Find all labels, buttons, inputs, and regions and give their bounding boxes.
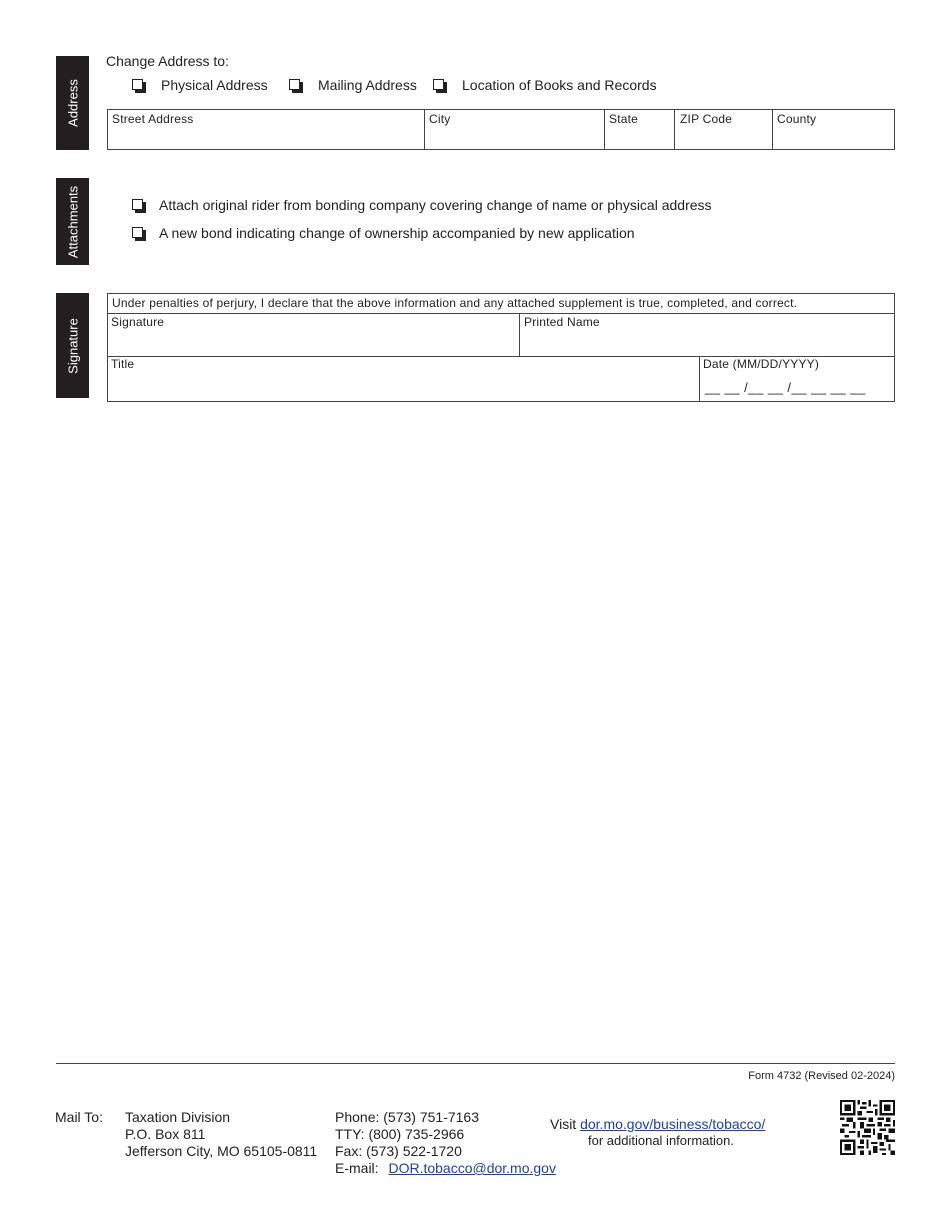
books-records-label: Location of Books and Records [462,77,657,93]
county-label: County [777,112,817,126]
qr-code-icon [840,1100,895,1155]
email-row [335,1160,556,1176]
mail-line: Taxation Division [125,1109,231,1125]
state-field[interactable] [605,110,675,150]
state-label: State [609,112,639,126]
zip-code-label: ZIP Code [680,112,733,126]
mail-line: P.O. Box 811 [125,1126,206,1142]
physical-address-checkbox[interactable] [132,79,143,90]
street-address-field[interactable] [108,110,425,150]
signature-tab-label: Signature [65,317,80,374]
new-bond-checkbox[interactable] [132,227,143,238]
printed-name-field[interactable] [520,314,894,356]
physical-address-label: Physical Address [161,77,268,93]
city-field[interactable] [425,110,605,150]
website-link[interactable]: dor.mo.gov/business/tobacco/ [580,1116,766,1132]
perjury-declaration: Under penalties of perjury, I declare that the above information and any attached supplement is true, completed, and correct. [112,296,798,310]
county-field[interactable] [773,110,895,150]
footer-rule [56,1063,895,1064]
email-link[interactable]: DOR.tobacco@dor.mo.gov [388,1160,556,1176]
mailing-address-label: Mailing Address [318,77,417,93]
title-label: Title [111,357,135,371]
signature-section-tab [56,293,89,398]
street-address-label: Street Address [112,112,194,126]
phone-number: Phone: (573) 751-7163 [335,1109,479,1125]
signature-field[interactable] [108,314,519,356]
tty-number: TTY: (800) 735-2966 [335,1126,465,1142]
date-label: Date (MM/DD/YYYY) [703,357,820,371]
address-tab-label: Address [65,79,80,127]
signature-label: Signature [111,315,165,329]
printed-name-label: Printed Name [524,315,600,329]
visit-prefix: Visit [550,1116,577,1132]
mail-to-label: Mail To: [55,1109,103,1125]
mail-line: Jefferson City, MO 65105-0811 [125,1143,318,1159]
bonding-rider-checkbox[interactable] [132,199,143,210]
attachments-section-tab [56,178,89,265]
visit-row [550,1116,765,1132]
fax-number: Fax: (573) 522-1720 [335,1143,462,1159]
email-label: E-mail: [335,1160,379,1176]
mailing-address-checkbox[interactable] [289,79,300,90]
attachments-tab-label: Attachments [65,185,80,258]
city-label: City [429,112,451,126]
form-id: Form 4732 (Revised 02-2024) [748,1070,895,1082]
divider [699,357,700,401]
title-field[interactable] [108,357,699,401]
new-bond-label: A new bond indicating change of ownership accompanied by new application [159,225,635,241]
visit-suffix: for additional information. [588,1133,734,1148]
address-table [107,109,895,150]
change-address-heading: Change Address to: [106,53,229,69]
date-field[interactable]: __ __ /__ __ /__ __ __ __ [705,380,866,395]
signature-box [107,293,895,402]
zip-code-field[interactable] [675,110,773,150]
bonding-rider-label: Attach original rider from bonding company covering change of name or physical address [159,197,712,213]
books-records-checkbox[interactable] [433,79,444,90]
address-section-tab [56,56,89,150]
